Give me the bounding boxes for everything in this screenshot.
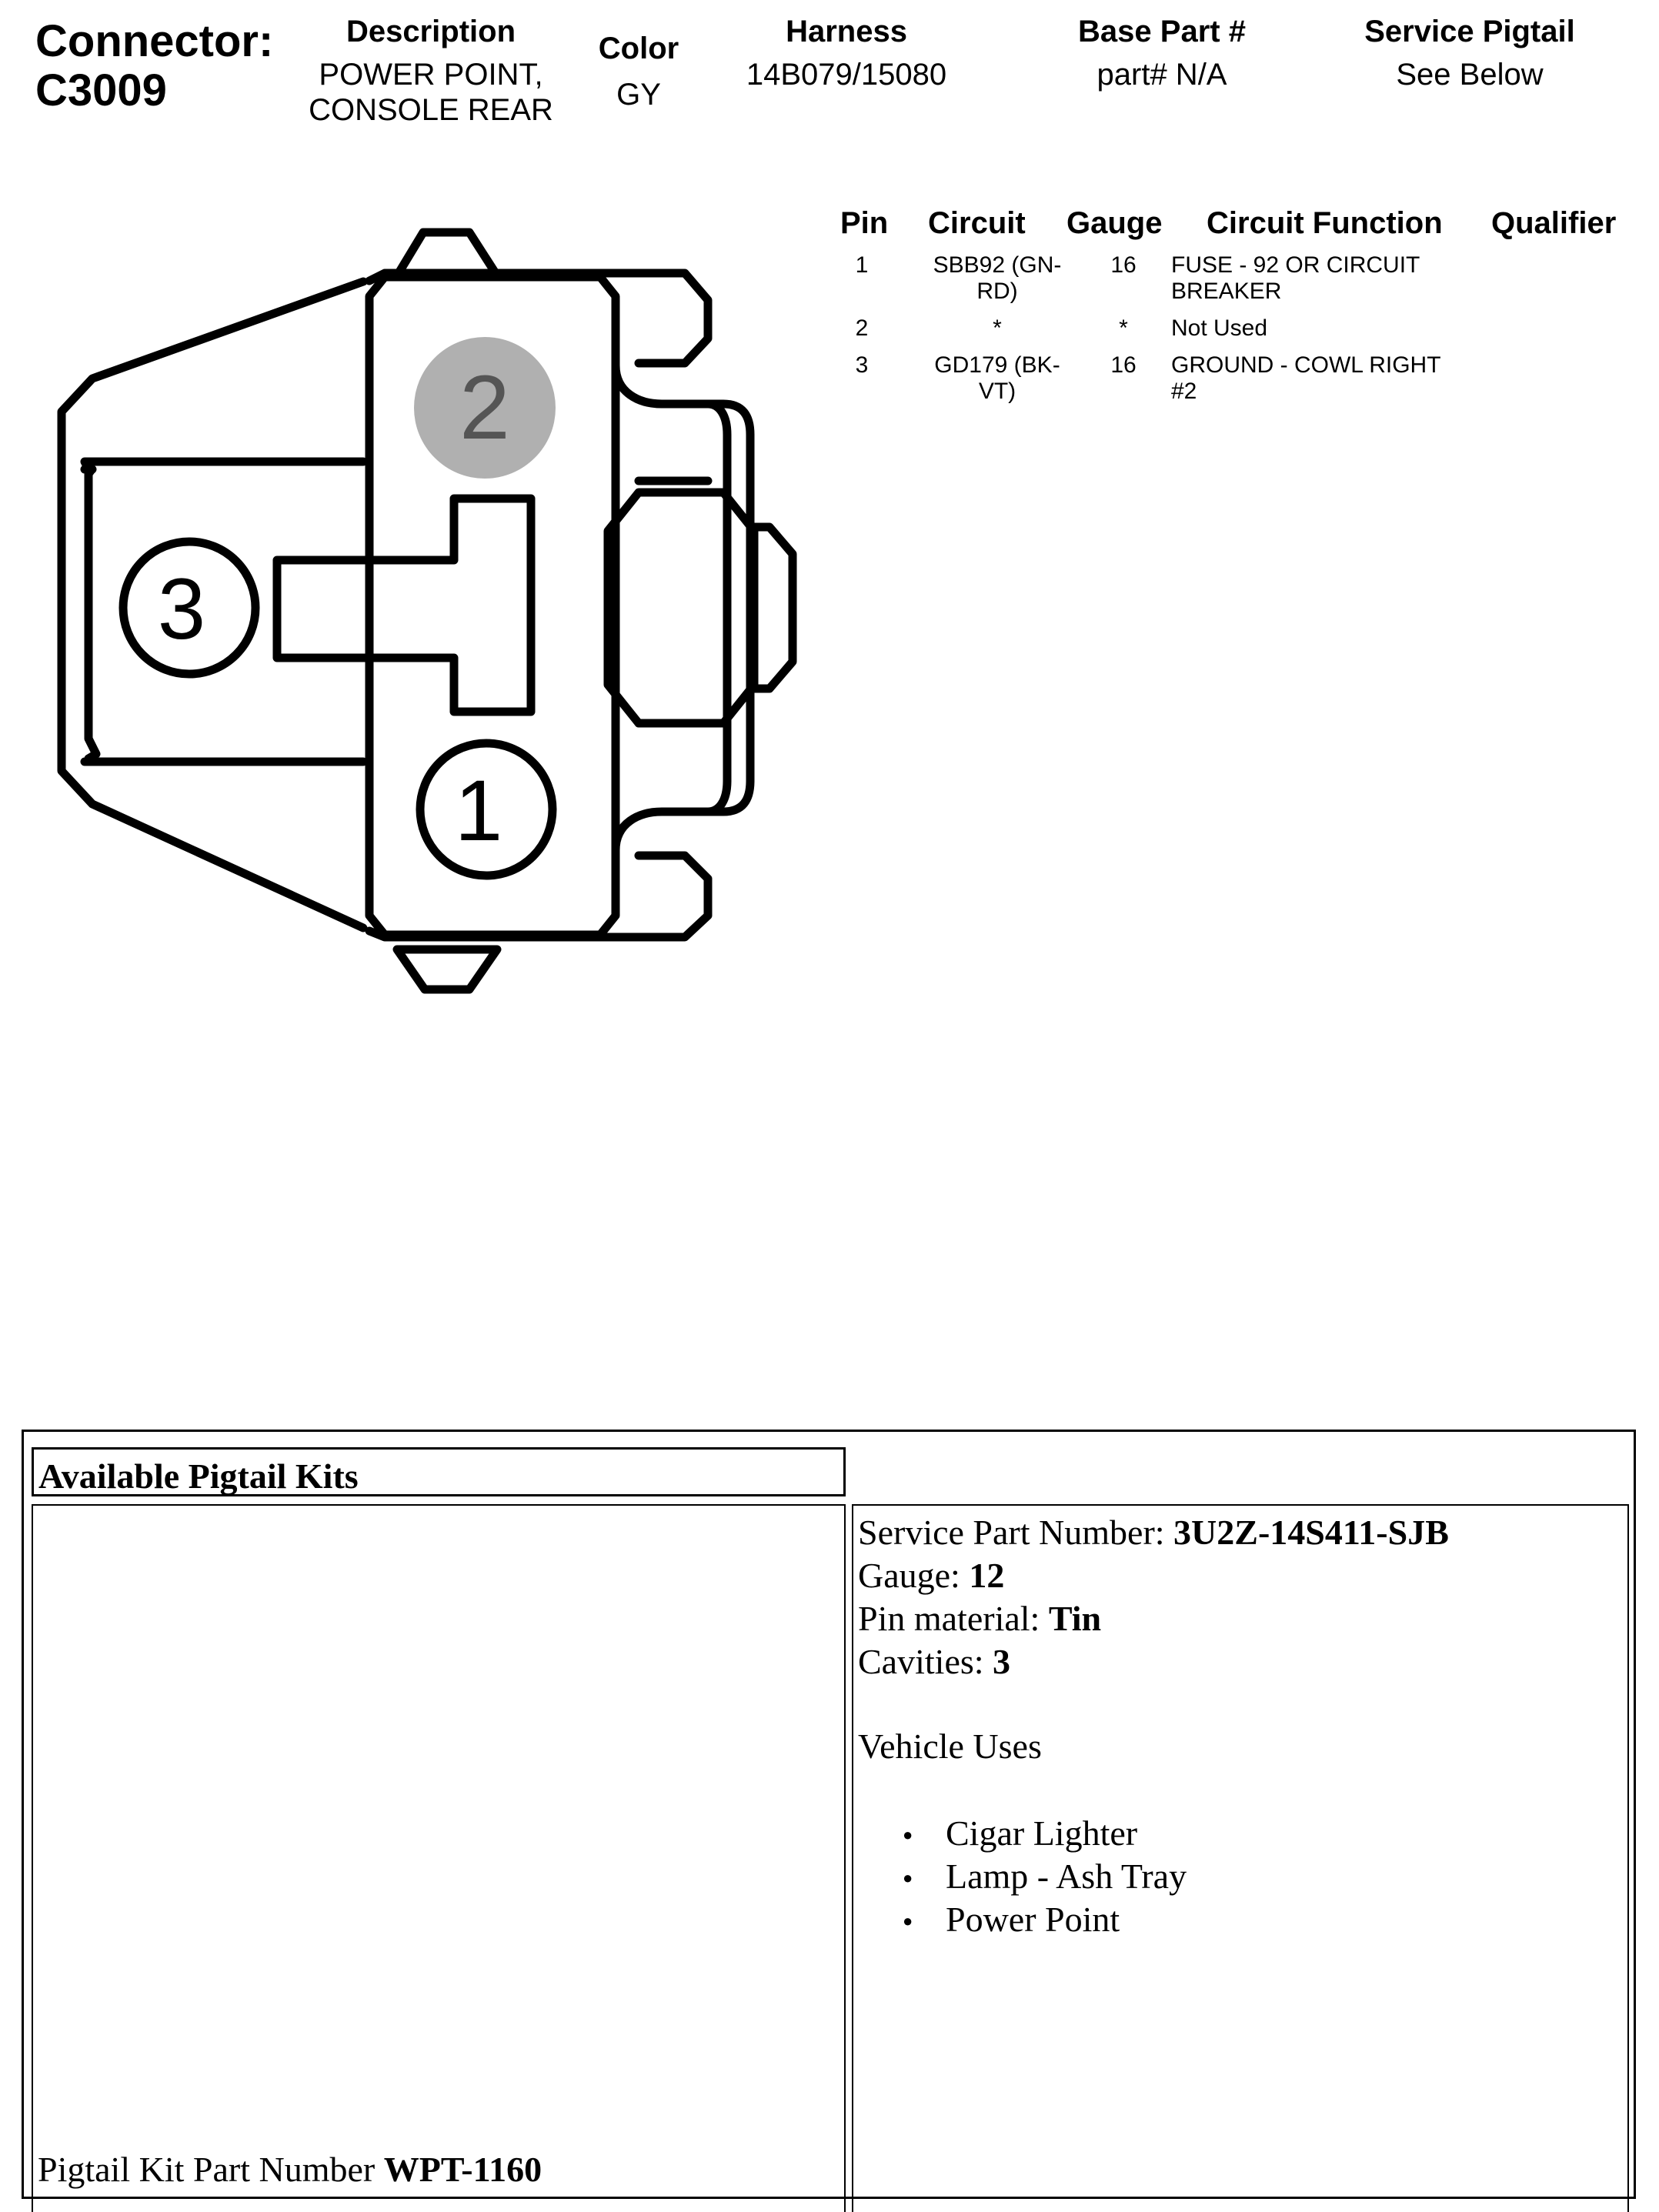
row1-circuit bbox=[905, 252, 1090, 305]
service-pigtail-column bbox=[1324, 14, 1616, 92]
service-part-value: 3U2Z-14S411-SJB bbox=[1173, 1513, 1449, 1552]
cavities-value: 3 bbox=[993, 1642, 1011, 1681]
pin-2-label: 2 bbox=[459, 357, 510, 459]
center-key bbox=[277, 499, 531, 712]
pin-material-label: Pin material: bbox=[858, 1599, 1049, 1638]
row1-circuit-line2: RD) bbox=[976, 279, 1018, 304]
side-latch bbox=[608, 492, 754, 723]
service-part-label: Service Part Number: bbox=[858, 1513, 1174, 1552]
cavities bbox=[858, 1641, 1010, 1682]
row1-function bbox=[1171, 252, 1479, 305]
connector-face-diagram bbox=[46, 215, 816, 1000]
pin-material bbox=[858, 1598, 1101, 1639]
color-value: GY bbox=[616, 78, 661, 112]
gauge-label: Gauge: bbox=[858, 1556, 970, 1595]
description-column bbox=[292, 14, 569, 128]
col-header-qualifier: Qualifier bbox=[1491, 206, 1617, 240]
service-pigtail-value: See Below bbox=[1396, 58, 1544, 92]
col-header-circuit: Circuit bbox=[928, 206, 1026, 240]
pigtail-kits-panel bbox=[22, 1430, 1636, 2199]
vehicle-uses-list bbox=[900, 1812, 1187, 1941]
pigtail-kits-title: Available Pigtail Kits bbox=[38, 1456, 359, 1496]
row3-function bbox=[1171, 352, 1479, 405]
pigtail-kit-part-number bbox=[38, 2149, 542, 2190]
pin-1-label: 1 bbox=[454, 762, 503, 859]
row1-function-line1: FUSE - 92 OR CIRCUIT bbox=[1171, 252, 1420, 278]
color-header: Color bbox=[598, 32, 679, 65]
row2-function: Not Used bbox=[1171, 315, 1268, 341]
base-part-header: Base Part # bbox=[1078, 15, 1246, 48]
description-line2: CONSOLE REAR bbox=[309, 93, 553, 127]
base-part-column bbox=[1023, 14, 1300, 92]
col-header-gauge: Gauge bbox=[1066, 206, 1163, 240]
row3-circuit-line1: GD179 (BK- bbox=[934, 352, 1060, 378]
connector-id: C3009 bbox=[35, 65, 167, 115]
description-header: Description bbox=[345, 15, 516, 48]
connector-label: Connector: bbox=[35, 16, 274, 66]
pigtail-details-cell bbox=[852, 1504, 1629, 2212]
row2-pin: 2 bbox=[855, 315, 869, 341]
pigtail-image-cell bbox=[32, 1504, 846, 2212]
list-item: ● Cigar Lighter bbox=[900, 1812, 1187, 1855]
kit-part-label: Pigtail Kit Part Number bbox=[38, 2150, 384, 2189]
service-pigtail-header: Service Pigtail bbox=[1364, 15, 1575, 48]
row1-pin: 1 bbox=[855, 252, 869, 278]
row2-gauge: * bbox=[1119, 315, 1128, 341]
pin-material-value: Tin bbox=[1048, 1599, 1102, 1638]
row3-function-line1: GROUND - COWL RIGHT bbox=[1171, 352, 1441, 378]
harness-column bbox=[723, 14, 970, 92]
row3-function-line2: #2 bbox=[1171, 379, 1197, 404]
row3-gauge: 16 bbox=[1110, 352, 1137, 378]
vehicle-uses-heading: Vehicle Uses bbox=[858, 1727, 1042, 1766]
bottom-latch bbox=[397, 949, 497, 989]
row1-circuit-line1: SBB92 (GN- bbox=[933, 252, 1062, 278]
row2-circuit: * bbox=[993, 315, 1002, 341]
top-latch bbox=[399, 232, 496, 273]
list-item: ● Lamp - Ash Tray bbox=[900, 1855, 1187, 1898]
col-header-pin: Pin bbox=[840, 206, 889, 240]
harness-value: 14B079/15080 bbox=[746, 58, 947, 92]
pigtail-gauge bbox=[858, 1555, 1004, 1596]
connector-title bbox=[35, 17, 273, 115]
row3-circuit-line2: VT) bbox=[978, 379, 1016, 404]
service-part-number bbox=[858, 1512, 1449, 1553]
description-line1: POWER POINT, bbox=[319, 58, 543, 92]
col-header-function: Circuit Function bbox=[1207, 206, 1443, 240]
color-column bbox=[569, 31, 708, 112]
gauge-value: 12 bbox=[969, 1556, 1005, 1595]
pigtail-kits-title-cell bbox=[32, 1447, 846, 1496]
pin-3-label: 3 bbox=[157, 561, 206, 657]
harness-header: Harness bbox=[786, 15, 907, 48]
row1-function-line2: BREAKER bbox=[1171, 279, 1282, 304]
base-part-value: part# N/A bbox=[1097, 58, 1227, 92]
row3-circuit bbox=[905, 352, 1090, 405]
list-item: ● Power Point bbox=[900, 1898, 1187, 1941]
row1-gauge: 16 bbox=[1110, 252, 1137, 278]
kit-part-value: WPT-1160 bbox=[383, 2150, 542, 2189]
row3-pin: 3 bbox=[855, 352, 869, 378]
cavities-label: Cavities: bbox=[858, 1642, 993, 1681]
